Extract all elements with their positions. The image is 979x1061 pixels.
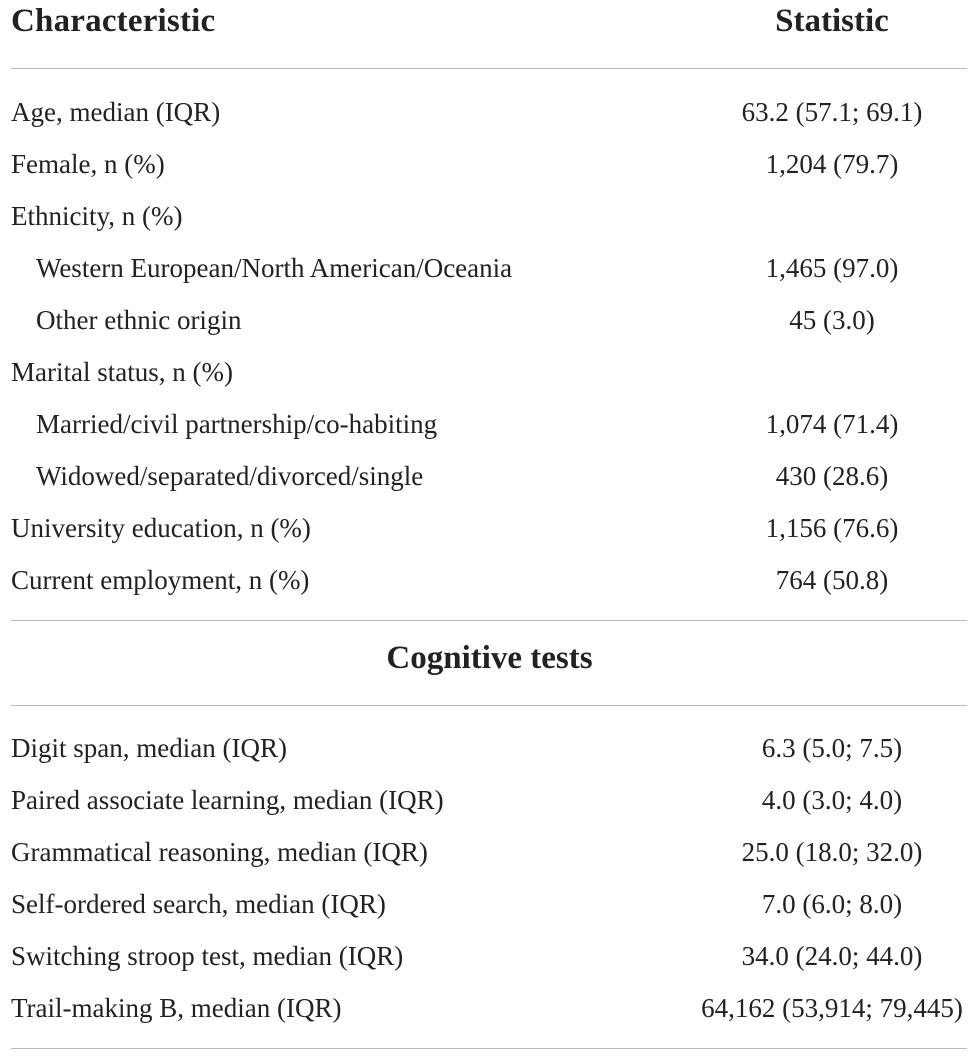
row-value: 64,162 (53,914; 79,445): [701, 993, 963, 1023]
table-row: [0, 138, 979, 190]
row-label: Trail-making B, median (IQR): [11, 993, 342, 1023]
section-divider: [11, 620, 967, 621]
table-row: [0, 878, 979, 930]
table-row: [0, 502, 979, 554]
row-label: Widowed/separated/divorced/single: [36, 461, 424, 491]
table-row: [0, 774, 979, 826]
row-label: Current employment, n (%): [11, 565, 310, 595]
table-row: [0, 826, 979, 878]
row-label: Age, median (IQR): [11, 97, 221, 127]
row-value: 34.0 (24.0; 44.0): [741, 941, 923, 971]
row-label: Western European/North American/Oceania: [36, 253, 513, 283]
header-divider: [11, 68, 967, 69]
table-row: [0, 86, 979, 138]
row-value: 45 (3.0): [789, 305, 875, 335]
characteristic-column-header: Characteristic: [11, 3, 216, 39]
row-label: Marital status, n (%): [11, 357, 233, 387]
table-bottom-rule: [11, 1048, 967, 1049]
row-value: 764 (50.8): [775, 565, 889, 595]
row-value: 63.2 (57.1; 69.1): [741, 97, 923, 127]
table-row: [0, 294, 979, 346]
row-value: 430 (28.6): [775, 461, 889, 491]
row-label: Self-ordered search, median (IQR): [11, 889, 386, 919]
row-value: 1,156 (76.6): [765, 513, 899, 543]
table-row: [0, 242, 979, 294]
row-value: 1,074 (71.4): [765, 409, 899, 439]
table-row: [0, 982, 979, 1034]
row-label: Other ethnic origin: [36, 305, 242, 335]
row-label: Digit span, median (IQR): [11, 733, 287, 763]
row-value: 1,465 (97.0): [765, 253, 899, 283]
table-row: [0, 346, 979, 398]
row-value: 7.0 (6.0; 8.0): [761, 889, 903, 919]
table-header: [0, 0, 979, 60]
row-label: Switching stroop test, median (IQR): [11, 941, 404, 971]
row-label: Female, n (%): [11, 149, 165, 179]
row-label: Grammatical reasoning, median (IQR): [11, 837, 428, 867]
cognitive-tests-title: Cognitive tests: [386, 640, 593, 676]
row-label: University education, n (%): [11, 513, 311, 543]
row-value: 4.0 (3.0; 4.0): [761, 785, 903, 815]
table-row: [0, 398, 979, 450]
cognitive-header-divider: [11, 705, 967, 706]
row-value: 6.3 (5.0; 7.5): [761, 733, 903, 763]
statistic-column-header: Statistic: [775, 3, 889, 39]
row-label: Married/civil partnership/co-habiting: [36, 409, 438, 439]
table-row: [0, 930, 979, 982]
table-row: [0, 722, 979, 774]
table-row: [0, 190, 979, 242]
row-label: Ethnicity, n (%): [11, 201, 183, 231]
row-value: 1,204 (79.7): [765, 149, 899, 179]
row-value: 25.0 (18.0; 32.0): [741, 837, 923, 867]
table-row: [0, 554, 979, 606]
row-label: Paired associate learning, median (IQR): [11, 785, 444, 815]
table-row: [0, 450, 979, 502]
